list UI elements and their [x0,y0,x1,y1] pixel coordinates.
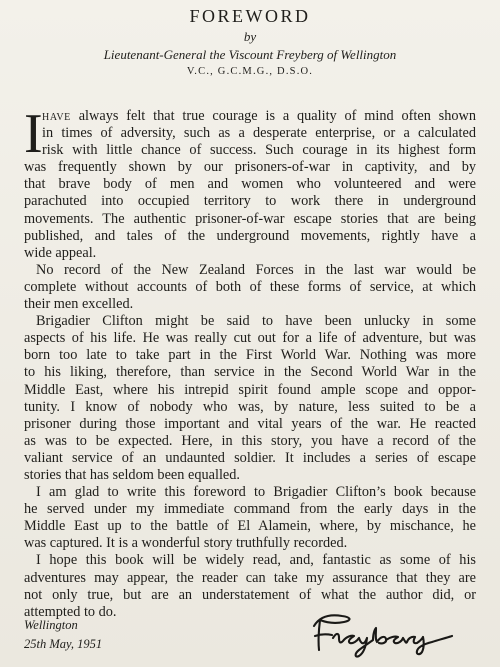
text-line: complete without accounts of both of these forms of service, at which [24,278,476,295]
opening-word: have [42,108,71,124]
paragraph-4 [24,484,476,552]
text-line: movements. The authentic prisoner-of-war escape stories that are being [24,210,476,227]
text-line: as was to be expected. Here, in this story, you have a record of the [24,432,476,449]
text-line: attempted to do. [24,603,117,620]
paragraph-2 [24,262,476,313]
text-fragment: always felt that true courage is a quality of mind often shown [70,108,476,124]
text-line: Brigadier Clifton might be said to have been unlucky in some [36,313,476,330]
foreword-body [24,103,476,621]
text-line: in times of adversity, such as a desperate enterprise, or a calculated [42,125,476,142]
text-line: was captured. It is a wonderful story truthfully recorded. [24,535,348,552]
text-line: stories that has seldom been equalled. [24,466,240,483]
text-line: risk with little chance of success. Such courage in its highest form [42,142,476,159]
page-title: FOREWORD [189,6,311,26]
sign-off-date: 25th May, 1951 [24,637,103,651]
text-line: adventures may appear, the reader can take my assurance that they are [24,569,476,586]
text-line [24,108,476,125]
text-line: not only true, but are an understatement of what the author did, or [24,586,476,603]
author-line: Lieutenant-General the Viscount Freyberg of Wellington [103,47,397,62]
drop-cap: I [24,103,43,165]
text-line: their men excelled. [24,296,134,313]
text-line: born too late to take part in the First World War. Nothing was more [24,347,476,364]
text-line: published, and tales of the underground movements, rightly have a [24,227,476,244]
text-line: wide appeal. [24,244,97,261]
text-line: he served under my immediate command from the early days in the [24,501,476,518]
text-line: No record of the New Zealand Forces in the last war would be [36,261,476,278]
text-line: I am glad to write this foreword to Brigadier Clifton’s book because [36,484,476,501]
text-line: valiant service of an undaunted soldier. It includes a series of escape [24,449,476,466]
text-line: that brave body of men and women who volunteered and were [24,176,476,193]
text-line: prisoner during those important and vital years of the war. He reacted [24,415,476,432]
text-line: Middle East up to the battle of El Alamein, where, by mischance, he [24,518,476,535]
text-line: I hope this book will be widely read, and, fantastic as some of his [36,552,476,569]
text-line: tunity. I know of nobody who was, by nature, less suited to be a [24,398,476,415]
paragraph-3 [24,313,476,484]
text-line: aspects of his life. He was really cut out for a life of adventure, but was [24,330,476,347]
text-line: Middle East, where his intrepid spirit found ample scope and oppor- [24,381,476,398]
paragraph-1 [24,103,476,262]
text-line: parachuted into occupied territory to work there in underground [24,193,476,210]
byline-by: by [243,29,257,44]
signature [306,606,462,660]
text-line: to his liking, therefore, than service in the Second World War in the [24,364,476,381]
author-honours: V.C., G.C.M.G., D.S.O. [186,66,314,77]
text-line: was frequently shown by our prisoners-of-war in captivity, and by [24,159,476,176]
sign-off-place: Wellington [24,618,78,632]
